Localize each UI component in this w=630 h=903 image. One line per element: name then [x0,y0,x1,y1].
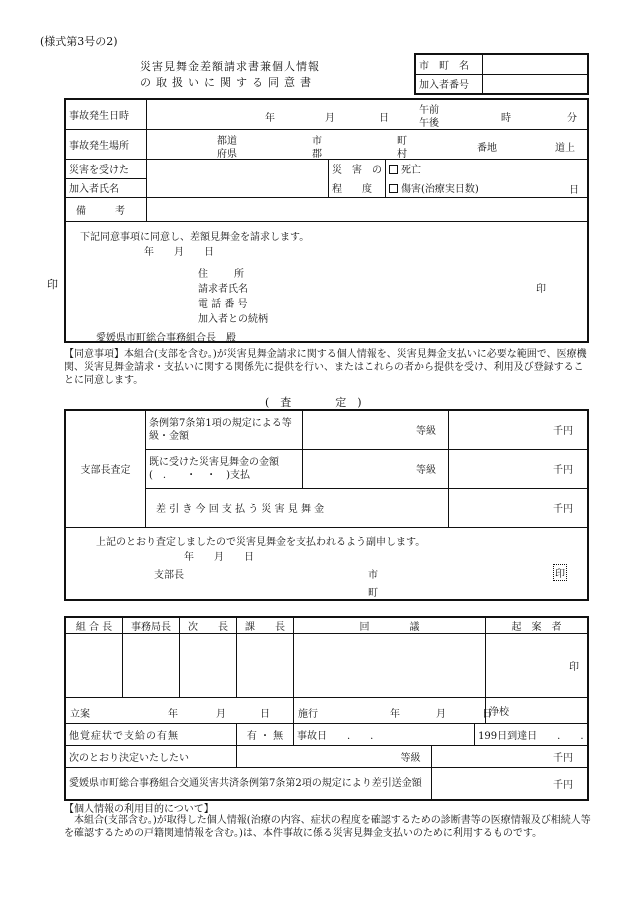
mura-label: 村 [397,148,407,160]
am-label[interactable]: 午前 [419,105,439,116]
hour-unit: 時 [501,113,511,124]
consent-section [65,221,588,342]
consent-date[interactable]: 年 月 日 [144,246,214,258]
row2-grade[interactable]: 等級 [303,449,449,488]
injury-checkbox[interactable] [389,184,398,193]
victim-label-1: 災害を受けた [65,159,147,178]
ordinance-label: 愛媛県市町総合事務組合交通災害共済条例第7条第2項の規定により差引送金額 [65,768,431,800]
row3-label: 差 引 き 今 回 支 払 う 災 害 見 舞 金 [146,488,449,527]
row3-amount[interactable]: 千円 [449,488,589,527]
kiansha-seal: 印 [569,662,579,673]
draft-date-cell[interactable] [65,698,294,724]
draft-label: 立案 [70,709,90,720]
accident-place-field[interactable] [147,129,589,159]
stamp-kaigi[interactable] [294,634,486,698]
row1-amount[interactable]: 千円 [449,410,589,449]
header-jimukyokucho: 事務局長 [123,617,180,634]
injury-label: 傷害(治療実日数) [401,183,479,195]
draft-day: 日 [260,709,270,720]
yes-no-select[interactable]: 有 ・ 無 [237,724,294,746]
accident-day-field[interactable]: 事故日 . . [294,724,475,746]
header-kaigi: 回 議 [294,617,486,634]
form-title-line1: 災害見舞金差額請求書兼個人情報 [140,60,320,73]
stamp-kacho[interactable] [237,634,294,698]
death-label: 死亡 [401,165,421,177]
draft-year: 年 [168,709,178,720]
assessment-table [64,409,589,601]
days-unit: 日 [569,185,579,196]
addressee: 愛媛県市町総合事務組合長 殿 [96,332,236,344]
death-checkbox[interactable] [389,165,398,174]
phone-label: 電 話 番 号 [198,298,248,310]
month-unit: 月 [325,113,335,124]
claimant-label: 請求者氏名 [198,283,248,295]
address-label: 住 所 [198,268,246,280]
consent-line: 下記同意事項に同意し、差額見舞金を請求します。 [80,231,310,243]
fuken-label: 府県 [217,148,237,160]
stamp-jimukyokucho[interactable] [123,634,180,698]
report-shi: 市 [368,569,378,581]
pm-label[interactable]: 午後 [419,118,439,129]
form-number: (様式第3号の2) [40,35,118,48]
header-jicho: 次 長 [180,617,237,634]
minute-unit: 分 [567,113,577,124]
degree-label-2: 程 度 [329,178,386,197]
degree-label-1: 災 害 の [329,159,386,178]
execute-label: 施行 [298,709,318,720]
accident-place-label: 事故発生場所 [65,129,147,159]
purpose-heading: 【個人情報の利用目的について】 [64,804,214,815]
execute-month: 月 [436,709,446,720]
agreement-text: 【同意事項】本組合(支部を含む。)が災害見舞金請求に関する個人情報を、災害見舞金支払いに必要な範囲で、医療機関、災害見舞金請求・支払いに関する関係先に提供を行い、またはこれらの者から提供を受け、利用及び登録することに同意します。 [64,349,587,386]
stamp-jicho[interactable] [180,634,237,698]
injury-option[interactable] [386,178,589,197]
day-unit: 日 [379,113,389,124]
clean-cell[interactable] [486,698,589,724]
todo-label: 都道 [217,135,237,147]
header-kacho: 課 長 [237,617,294,634]
row2-amount[interactable]: 千円 [449,449,589,488]
decision-grade[interactable]: 等級 [237,746,432,768]
remarks-field[interactable] [147,197,589,221]
municipality-box [414,53,589,95]
death-option[interactable] [386,159,589,178]
remarks-label: 備 考 [65,197,147,221]
approval-table [64,616,589,801]
municipality-field[interactable] [483,54,589,74]
report-machi: 町 [368,587,378,599]
margin-seal: 印 [47,278,58,291]
clean-label: 浄校 [489,707,509,718]
relation-label: 加入者との続柄 [198,313,268,325]
execute-year: 年 [390,709,400,720]
report-line: 上記のとおり査定しましたので災害見舞金を支払われるよう副申します。 [96,536,426,548]
header-kumiaicho: 組 合 長 [65,617,123,634]
execute-date-cell[interactable] [294,698,492,724]
decision-label: 次のとおり決定いたしたい [65,746,237,768]
row1-grade[interactable]: 等級 [303,410,449,449]
assessment-heading: ( 査 定 ) [265,396,362,409]
dojo-label: 道上 [555,142,575,154]
row1-label: 条例第7条第1項の規定による等級・金額 [146,410,303,449]
accident-date-label: 事故発生日時 [65,99,147,129]
stamp-kumiaicho[interactable] [65,634,123,698]
report-date[interactable]: 年 月 日 [184,551,254,563]
gun-label: 郡 [312,148,322,160]
banchi-label: 番地 [477,142,497,154]
header-kiansha: 起 案 者 [486,617,589,634]
branch-head-label: 支部長 [154,569,184,581]
draft-month: 月 [216,709,226,720]
symptom-label: 他覚症状で支給の有無 [65,724,237,746]
purpose-body: 本組合(支部含む。)が取得した個人情報(治療の内容、症状の程度を確認するための診断書等の医療情報及び相続人等を確認するための戸籍関連情報を含む。)は、本件事故に係る災害見舞金支払いのために利用するものです。 [64,815,591,839]
municipality-label: 市 町 名 [415,54,483,74]
accident-date-field[interactable] [147,99,589,129]
victim-name-field[interactable] [147,159,329,197]
row2-label: 既に受けた災害見舞金の金額( . ・ ・ )支払 [146,449,303,488]
execute-day: 日 [482,709,492,720]
ordinance-amount[interactable]: 千円 [431,768,588,800]
accident-info-table [64,98,589,343]
day199-field[interactable]: 199日到達日 . . [475,724,588,746]
form-title-line2: の取扱いに関する同意書 [140,76,316,89]
member-number-field[interactable] [483,74,589,94]
claimant-seal: 印 [536,283,546,295]
stamp-kiansha[interactable] [486,634,589,698]
shi-label: 市 [312,135,322,147]
branch-assessment-label: 支部長査定 [65,410,146,527]
victim-label-2: 加入者氏名 [65,178,147,197]
branch-head-seal: 印 [553,564,567,581]
decision-amount[interactable]: 千円 [431,746,588,768]
machi-label: 町 [397,135,407,147]
member-number-label: 加入者番号 [415,74,483,94]
year-unit: 年 [265,113,275,124]
report-section [65,527,588,600]
